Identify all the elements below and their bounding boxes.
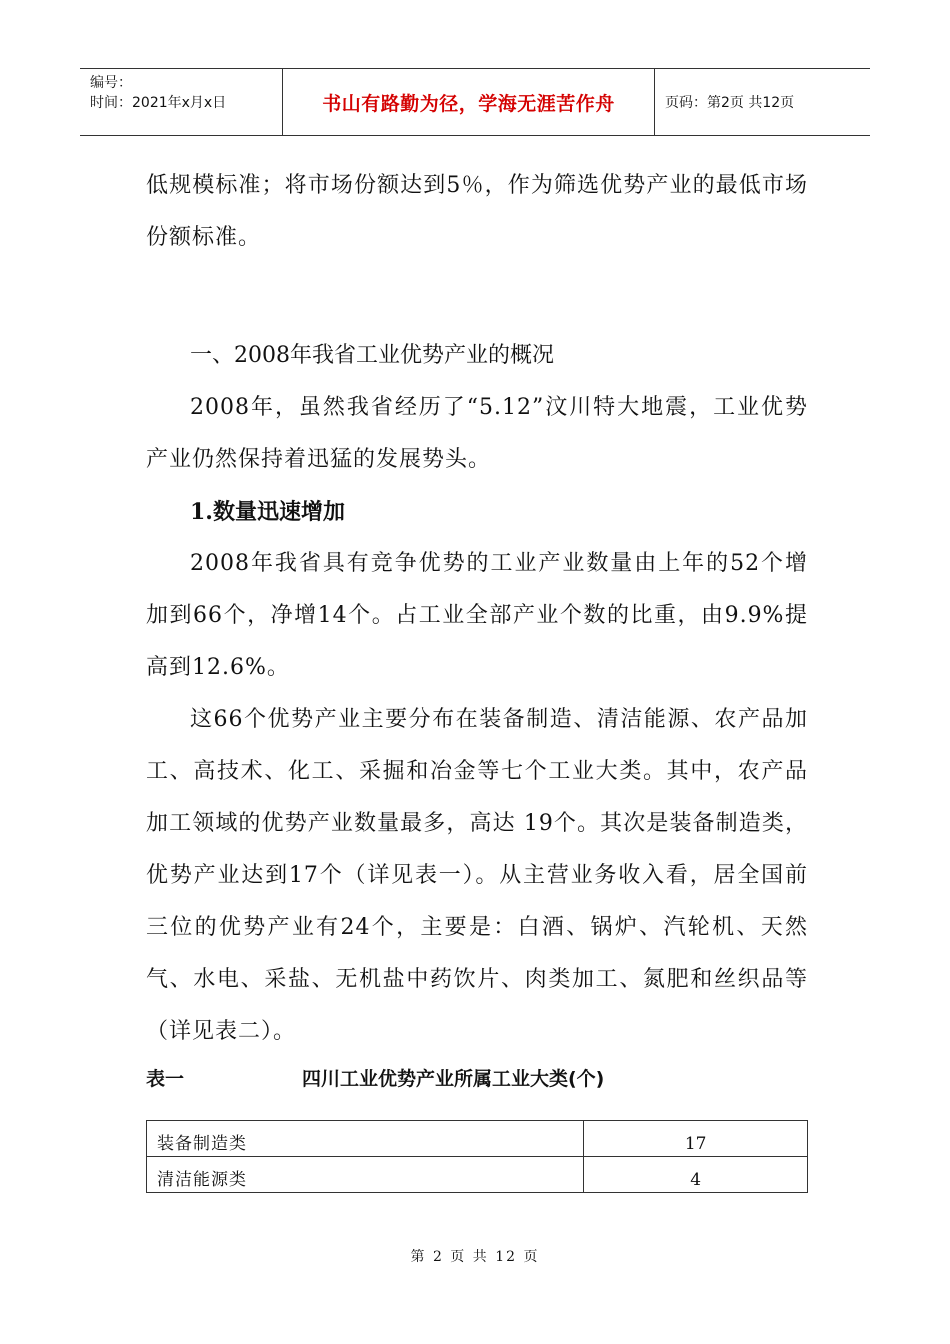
table-cell-count: 4	[584, 1157, 808, 1193]
industry-table	[146, 1120, 808, 1193]
paragraph-continuation: 低规模标准；将市场份额达到5％，作为筛选优势产业的最低市场份额标准。	[146, 173, 808, 250]
table-cell-count: 17	[584, 1121, 808, 1157]
table-label: 表一	[146, 1068, 185, 1090]
header-motto-cell	[282, 69, 655, 135]
document-time-label: 时间：2021年x月x日	[90, 95, 227, 111]
table-title: 四川工业优势产业所属工业大类(个)	[302, 1068, 605, 1090]
table-row	[147, 1121, 808, 1157]
table-cell-category: 装备制造类	[147, 1121, 584, 1157]
document-number-label: 编号：	[90, 75, 132, 91]
subsection-heading: 1.数量迅速增加	[190, 499, 345, 525]
page-header	[80, 68, 870, 136]
page-footer: 第 2 页 共 12 页	[410, 1249, 540, 1265]
spacer	[146, 264, 808, 330]
header-page-info: 页码：第2页 共12页	[665, 95, 795, 111]
section-heading: 一、2008年我省工业优势产业的概况	[190, 343, 554, 368]
document-body	[146, 160, 808, 1058]
header-page-info-cell	[655, 69, 870, 135]
paragraph-overview: 2008年，虽然我省经历了“5.12”汶川特大地震，工业优势产业仍然保持着迅猛的发展势头。	[146, 395, 808, 472]
header-motto: 书山有路勤为径，学海无涯苦作舟	[322, 92, 615, 115]
paragraph-distribution: 这66个优势产业主要分布在装备制造、清洁能源、农产品加工、高技术、化工、采掘和冶金等七个工业大类。其中，农产品加工领域的优势产业数量最多，高达 19个。其次是装备制造类，优势产业达到17个（详见表一）。从主营业务收入看，居全国前三位的优势产业有24个，主要是：白酒、锅炉、汽轮机、天然气、水电、采盐、无机盐中药饮片、肉类加工、氮肥和丝织品等（详见表二）。	[146, 707, 808, 1044]
header-meta	[80, 69, 282, 135]
table-cell-category: 清洁能源类	[147, 1157, 584, 1193]
paragraph-count: 2008年我省具有竞争优势的工业产业数量由上年的52个增加到66个，净增14个。占工业全部产业个数的比重，由9.9%提高到12.6%。	[146, 551, 808, 680]
table-row	[147, 1157, 808, 1193]
